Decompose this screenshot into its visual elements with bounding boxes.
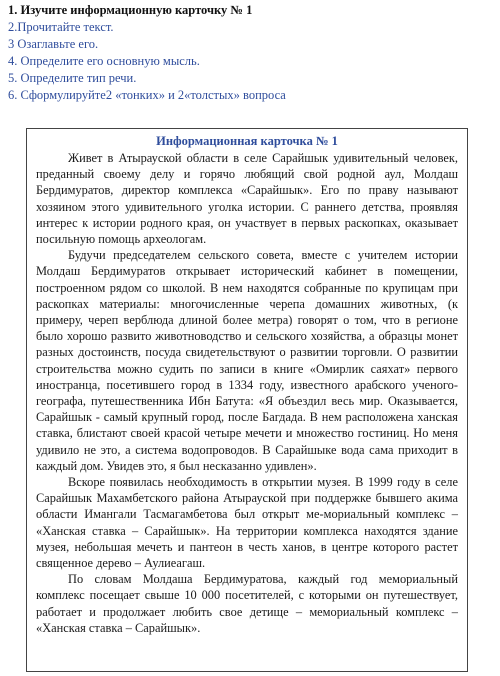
task-item-read: 2.Прочитайте текст. [8,20,114,34]
task-item-questions: 6. Сформулируйте2 «тонких» и 2«толстых» вопроса [8,88,286,102]
task-list [8,2,492,104]
card-paragraph: Живет в Атырауской области в селе Сарайшык удивительный человек, преданный своему делу и горячо любящий свой родной аул, Молдаш Бердимуратов, директор комплекса «Сарайшык». Его по праву называют хозяином этого удивительного уголка истории. С раннего детства, проявляя интерес к истории родного края, он участвует в первых раскопках, оказывает посильную помощь археологам. [36,151,458,247]
task-heading: 1. Изучите информационную карточку № 1 [8,3,253,17]
task-item-main-idea: 4. Определите его основную мысль. [8,54,200,68]
card-paragraph: Будучи председателем сельского совета, вместе с учителем истории Молдаш Бердимуратов открывает исторический кабинет в помещении, построенном рядом со школой. В нем находятся собранные по крупицам при раскопках материалы: многочисленные черепа домашних животных, (к примеру, череп верблюда длиной более метра) говорят о том, что в регионе было хорошо развито животноводство и сельского хозяйства, а образцы монет разных достоинств, посуда свидетельствуют о развитии торговли. О развитии строительства можно судить по записи в книге «Омирлик саяхат» первого иностранца, посетившего город в 1334 году, известного арабского ученого-географа, путешественника Ибн Батута: «Я объездил весь мир. Оказывается, Сарайшык - самый крупный город, после Багдада. В нем расположена ханская ставка, блистают своей красой четыре мечети и множество гостиниц. Но меня удивило не это, а система водопроводов. В Сарайшыке вода сама приходит в каждый дом. Увидев это, я был несказанно удивлен». [36,248,458,473]
card-paragraph: Вскоре появилась необходимость в открытии музея. В 1999 году в селе Сарайшык Махамбетского района Атырауской при поддержке бывшего акима области Имангали Тасмагамбетова был открыт ме-мориальный комплекс – «Ханская ставка – Сарайшык». На территории комплекса находятся здание музея, небольшая мечеть и пантеон в честь ханов, в центре которого растет священное дерево – Аулиеагаш. [36,475,458,571]
card-title: Информационная карточка № 1 [156,134,338,148]
info-card [26,128,468,672]
card-paragraph: По словам Молдаша Бердимуратова, каждый год мемориальный комплекс посещает свыше 10 000 посетителей, с которыми он путешествует, работает и продолжает любить свое детище – мемориальный комплекс – «Ханская ставка – Сарайшык». [36,572,458,635]
task-item-title: 3 Озаглавьте его. [8,37,99,51]
task-item-speech-type: 5. Определите тип речи. [8,71,137,85]
